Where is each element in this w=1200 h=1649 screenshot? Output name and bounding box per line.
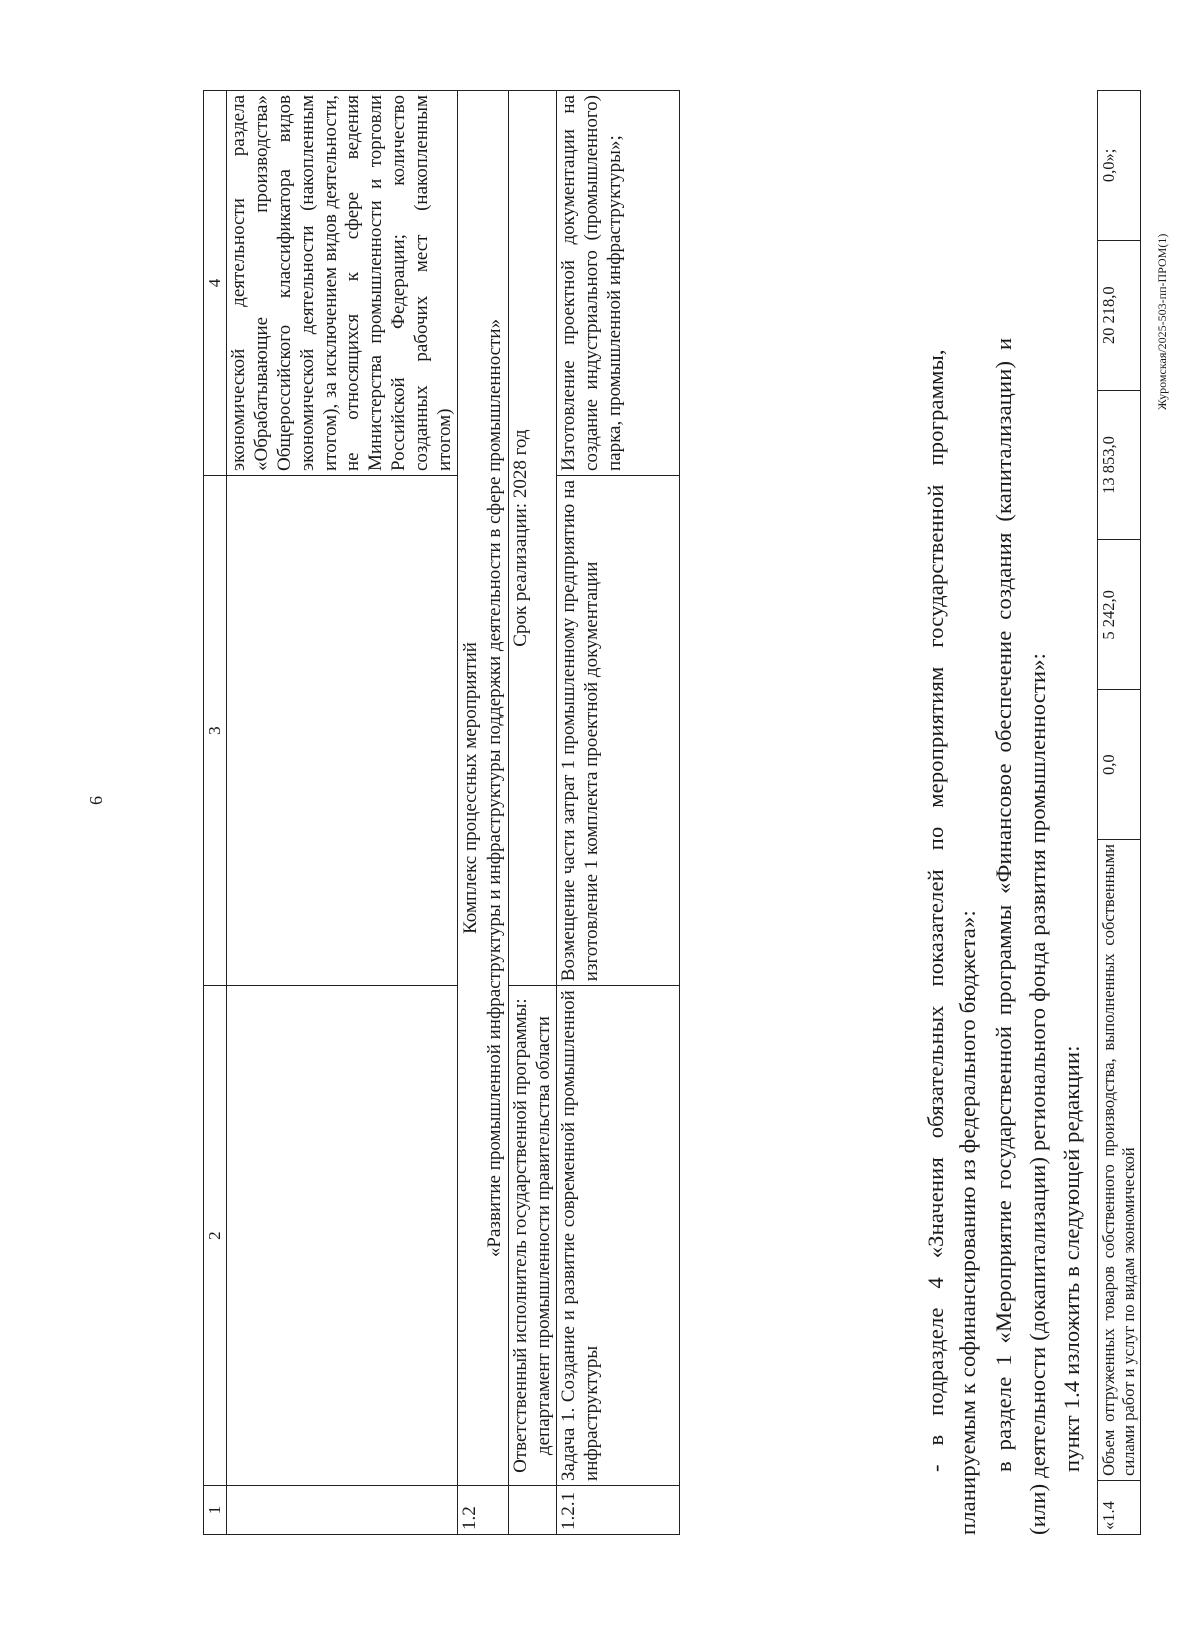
measures-table [203, 90, 680, 1535]
value-cell: 13 853,0 [1098, 390, 1141, 540]
page-number: 6 [86, 796, 106, 805]
task-cell: Задача 1. Создание и развитие современной промышленной инфраструктуры [557, 986, 680, 1486]
implementation-term-cell: Срок реализации: 2028 год [508, 91, 557, 986]
row-number-cell: «1.4 [1098, 1480, 1141, 1534]
row-number-cell: 1.2 [458, 1485, 509, 1534]
paragraph-subsection-4: - в подразделе 4 «Значения обязательных показателей по мероприятиям государственной программы, [923, 349, 948, 1472]
rotated-page-content [25, 70, 1175, 1610]
cell-empty [227, 986, 458, 1486]
table-row-responsible [508, 91, 557, 1535]
value-cell: 0,0»; [1098, 91, 1141, 241]
measure-cell: Возмещение части затрат 1 промышленному предприятию на изготовление 1 комплекта проектной документации [557, 476, 680, 986]
paragraph-point-1-4: пункт 1.4 изложить в следующей редакции: [1059, 1045, 1084, 1472]
point-1-4-table [1097, 90, 1141, 1535]
paragraph-subsection-4-cont: планируемым к софинансированию из федерального бюджета»: [955, 910, 980, 1535]
header-col-2: 2 [204, 986, 227, 1486]
cell-empty [227, 476, 458, 986]
table-row [1098, 91, 1141, 1535]
table-row-continuation [227, 91, 458, 1535]
responsible-executor-cell: Ответственный исполнитель государственной программы: департамент промышленности правительства области [508, 986, 557, 1486]
table-row-task [557, 91, 680, 1535]
indicator-name-cell: Объем отгруженных товаров собственного производства, выполненных собственными силами работ и услуг по видам экономической [1098, 840, 1141, 1481]
value-cell: 0,0 [1098, 690, 1141, 840]
header-col-4: 4 [204, 91, 227, 476]
document-footer-code: Журомская/2025-503-пп-ПРОМ(1) [1155, 233, 1169, 410]
complex-title-cell [458, 91, 509, 1486]
header-col-1: 1 [204, 1485, 227, 1534]
result-cell: Изготовление проектной документации на создание индустриального (промышленного) парка, промышленной инфраструктуры»; [557, 91, 680, 476]
table-row-complex [458, 91, 509, 1535]
value-cell: 5 242,0 [1098, 540, 1141, 690]
cell-empty [508, 1485, 557, 1534]
indicator-text-cell: экономической деятельности раздела «Обрабатывающие производства» Общероссийского классификатора видов экономической деятельности (накопленным итогом), за исключением видов деятельности, не относящихся к сфере ведения Министерства промышленности и торговли Российской Федерации; количество созданных рабочих мест (накопленным итогом) [227, 91, 458, 476]
table-header-row [204, 91, 227, 1535]
value-cell: 20 218,0 [1098, 240, 1141, 390]
complex-subtitle: «Развитие промышленной инфраструктуры и инфраструктуры поддержки деятельности в сфере промышленности» [484, 318, 506, 1258]
complex-title: Комплекс процессных мероприятий [460, 642, 482, 934]
paragraph-section-1-cont: (или) деятельности (докапитализации) регионального фонда развития промышленности»: [1025, 652, 1050, 1535]
header-col-3: 3 [204, 476, 227, 986]
paragraph-section-1: в разделе 1 «Мероприятие государственной программы «Финансовое обеспечение создания (капитализации) и [991, 337, 1016, 1472]
cell-empty [227, 1485, 458, 1534]
row-number-cell: 1.2.1 [557, 1485, 680, 1534]
